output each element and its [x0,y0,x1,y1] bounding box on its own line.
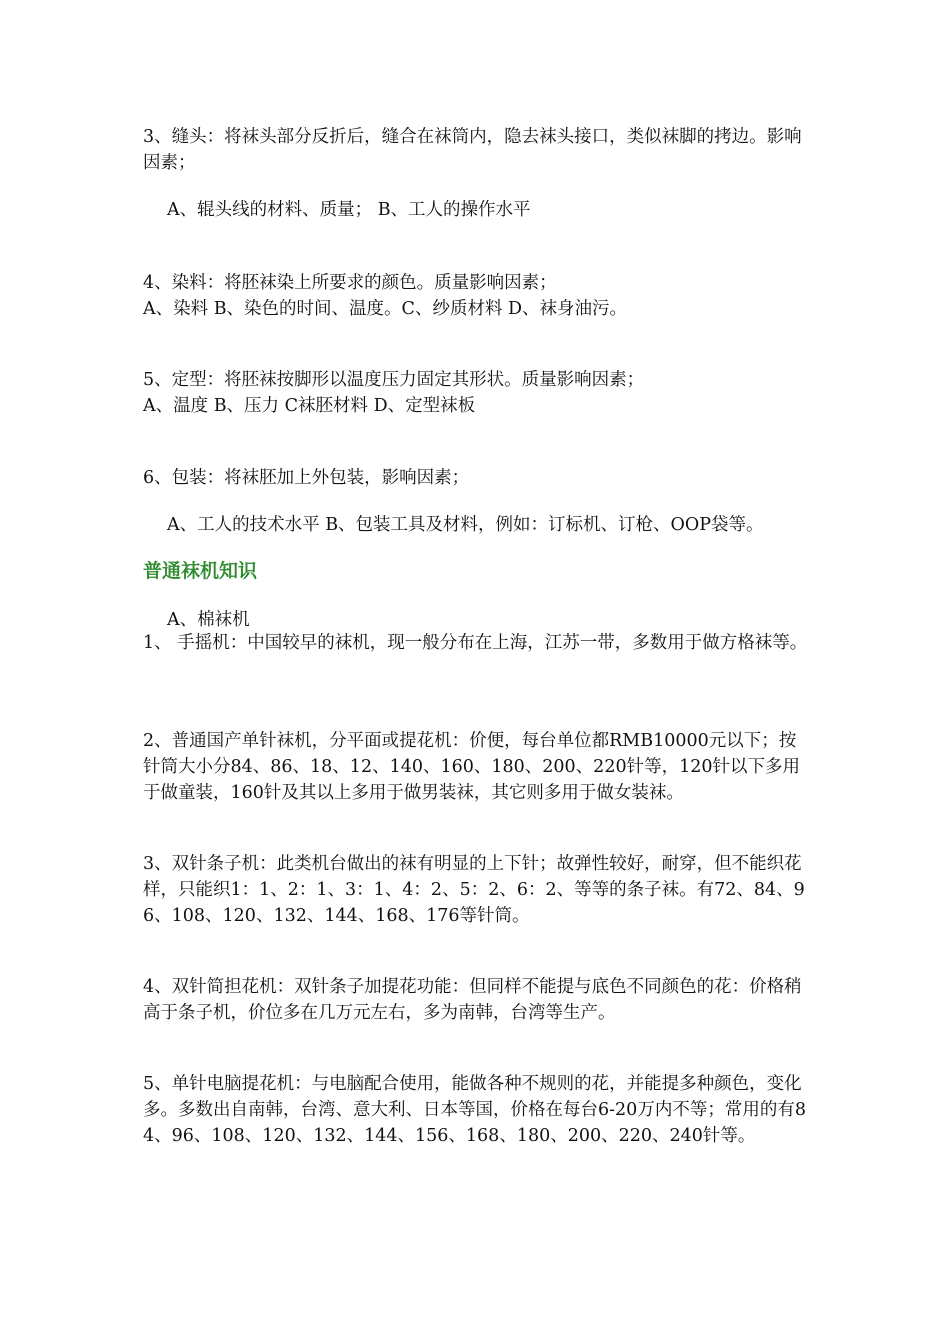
machine-5-computer-jacquard: 5、单针电脑提花机：与电脑配合使用，能做各种不规则的花，并能提多种颜色，变化多。多数出自南韩，台湾、意大利、日本等国，价格在每台6-20万内不等；常用的有84、96、108、120、132、144、156、168、180、200、220、240针等。 [143,1074,806,1146]
item-3-seaming: 3、缝头：将袜头部分反折后，缝合在袜筒内，隐去袜头接口，类似袜脚的拷边。影响因素； [143,127,802,173]
machine-4-double-needle-jacquard: 4、双针简担花机：双针条子加提花功能：但同样不能提与底色不同颜色的花：价格稍高于条子机，价位多在几万元左右，多为南韩，台湾等生产。 [143,977,802,1023]
subsection-cotton-sock-machine: A、棉袜机 [167,610,250,630]
machine-3-double-needle-stripe: 3、双针条子机：此类机台做出的袜有明显的上下针；故弹性较好，耐穿，但不能织花样，只能织1：1、2：1、3：1、4：2、5：2、6：2、等等的条子袜。有72、84、96、108、120、132、144、168、176等针筒。 [143,854,805,926]
item-5-factors: A、温度 B、压力 C袜胚材料 D、定型袜板 [143,396,476,416]
machine-2-single-needle: 2、普通国产单针袜机，分平面或提花机：价便，每台单位都RMB10000元以下；按针筒大小分84、86、18、12、140、160、180、200、220针等，120针以下多用于做童装，160针及其以上多用于做男装袜，其它则多用于做女装袜。 [143,731,800,803]
item-4-factors: A、染料 B、染色的时间、温度。C、纱质材料 D、袜身油污。 [143,299,628,319]
item-5-setting: 5、定型：将胚袜按脚形以温度压力固定其形状。质量影响因素； [143,370,645,390]
item-6-packaging: 6、包装：将袜胚加上外包装，影响因素； [143,468,470,488]
item-6-factors: A、工人的技术水平 B、包装工具及材料，例如：订标机、订枪、OOP袋等。 [167,515,764,535]
section-heading: 普通袜机知识 [143,560,258,582]
item-4-dyeing: 4、染料：将胚袜染上所要求的颜色。质量影响因素； [143,273,557,293]
machine-1-hand-crank: 1、 手摇机：中国较早的袜机，现一般分布在上海，江苏一带，多数用于做方格袜等。 [143,633,808,653]
item-3-factors: A、辊头线的材料、质量； B、工人的操作水平 [167,200,531,220]
